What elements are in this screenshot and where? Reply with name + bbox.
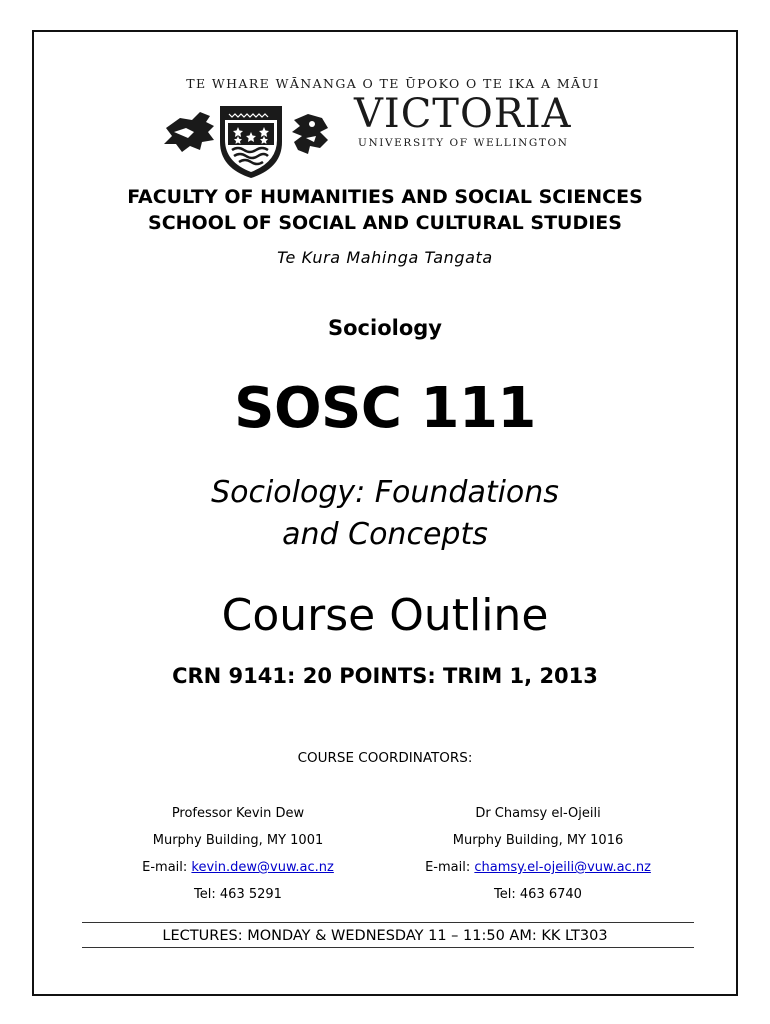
coordinator-phone: Tel: 463 5291 <box>194 887 282 902</box>
coordinator-phone: Tel: 463 6740 <box>494 887 582 902</box>
coordinator-name: Dr Chamsy el-Ojeili <box>475 806 601 821</box>
coordinators-heading: COURSE COORDINATORS: <box>297 750 473 766</box>
school-maori-name: Te Kura Mahinga Tangata <box>277 248 493 267</box>
faculty-name: FACULTY OF HUMANITIES AND SOCIAL SCIENCES <box>127 186 643 208</box>
course-code: SOSC 111 <box>234 376 536 441</box>
coordinator-email-line <box>88 854 388 881</box>
maori-university-name: TE WHARE WĀNANGA O TE ŪPOKO O TE IKA A MĀUI <box>186 76 600 91</box>
coordinator-name: Professor Kevin Dew <box>171 806 305 821</box>
divider <box>82 922 694 923</box>
document-type: Course Outline <box>221 590 549 641</box>
university-name: VICTORIA <box>354 91 572 137</box>
lecture-schedule: LECTURES: MONDAY & WEDNESDAY 11 – 11:50 AM: KK LT303 <box>162 928 608 944</box>
coordinator-office: Murphy Building, MY 1016 <box>452 833 624 848</box>
coordinator-email-link[interactable]: chamsy.el-ojeili@vuw.ac.nz <box>474 860 651 875</box>
email-label: E-mail: <box>425 860 471 875</box>
subject-heading: Sociology <box>328 316 442 340</box>
coordinator-card <box>388 800 688 908</box>
coordinator-email-line <box>388 854 688 881</box>
divider <box>82 947 694 948</box>
course-title: Sociology: Foundations and Concepts <box>211 475 559 552</box>
coordinator-office: Murphy Building, MY 1001 <box>152 833 324 848</box>
coordinator-email-link[interactable]: kevin.dew@vuw.ac.nz <box>191 860 334 875</box>
university-subtitle: UNIVERSITY OF WELLINGTON <box>358 137 569 149</box>
email-label: E-mail: <box>142 860 188 875</box>
coordinator-card <box>88 800 388 908</box>
school-name: SCHOOL OF SOCIAL AND CULTURAL STUDIES <box>148 212 622 234</box>
university-crest-icon <box>160 92 352 180</box>
course-details: CRN 9141: 20 POINTS: TRIM 1, 2013 <box>172 664 598 688</box>
